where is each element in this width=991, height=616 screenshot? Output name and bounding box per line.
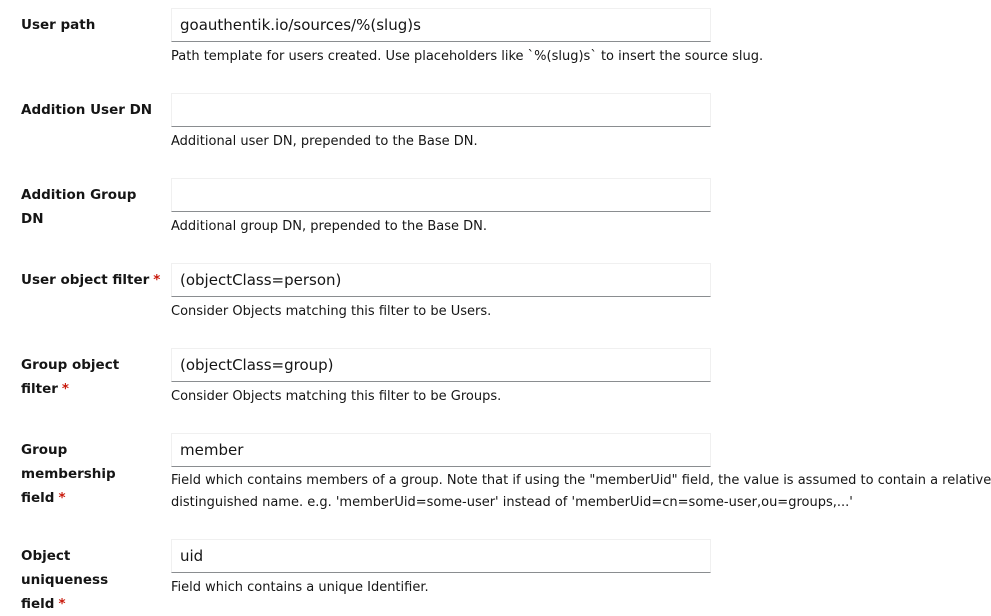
user-object-filter-help-text: Consider Objects matching this filter to be Users. [171,304,492,319]
group-membership-field-label-line2: field [21,490,55,506]
addition-group-dn-label-text: Addition Group DN [21,187,137,227]
required-asterisk: * [153,272,161,288]
group-membership-field-help-line2: distinguished name. e.g. 'memberUid=some-user' instead of 'memberUid=cn=some-user,ou=groups,...' [171,495,853,510]
addition-group-dn-help-text: Additional group DN, prepended to the Base DN. [171,219,488,234]
addition-group-dn-input[interactable] [171,178,711,212]
group-membership-field-label [21,438,161,510]
object-uniqueness-field-label-line1: Object uniqueness [21,548,109,588]
required-asterisk: * [58,490,66,506]
user-object-filter-input[interactable] [171,263,711,297]
addition-user-dn-label [21,98,161,122]
object-uniqueness-field-input[interactable] [171,539,711,573]
group-object-filter-label-text: Group object filter [21,357,120,397]
group-object-filter-label [21,353,161,401]
group-object-filter-help-text: Consider Objects matching this filter to be Groups. [171,389,502,404]
addition-group-dn-label [21,183,161,231]
object-uniqueness-field-help-text: Field which contains a unique Identifier. [171,580,429,595]
user-path-input[interactable] [171,8,711,42]
user-object-filter-label-text: User object filter [21,272,150,288]
user-path-label-text: User path [21,17,96,33]
addition-user-dn-input[interactable] [171,93,711,127]
user-path-help-text: Path template for users created. Use placeholders like `%(slug)s` to insert the source slug. [171,49,764,64]
group-membership-field-label-line1: Group membership [21,442,116,482]
user-object-filter-label [21,268,161,292]
group-object-filter-input[interactable] [171,348,711,382]
user-path-label [21,13,161,37]
addition-user-dn-label-text: Addition User DN [21,102,153,118]
required-asterisk: * [58,596,66,612]
object-uniqueness-field-label [21,544,161,616]
object-uniqueness-field-label-line2: field [21,596,55,612]
required-asterisk: * [61,381,69,397]
group-membership-field-input[interactable] [171,433,711,467]
addition-user-dn-help-text: Additional user DN, prepended to the Base DN. [171,134,478,149]
group-membership-field-help-line1: Field which contains members of a group. Note that if using the "memberUid" field, the value is assumed to contain a relative [171,473,991,488]
